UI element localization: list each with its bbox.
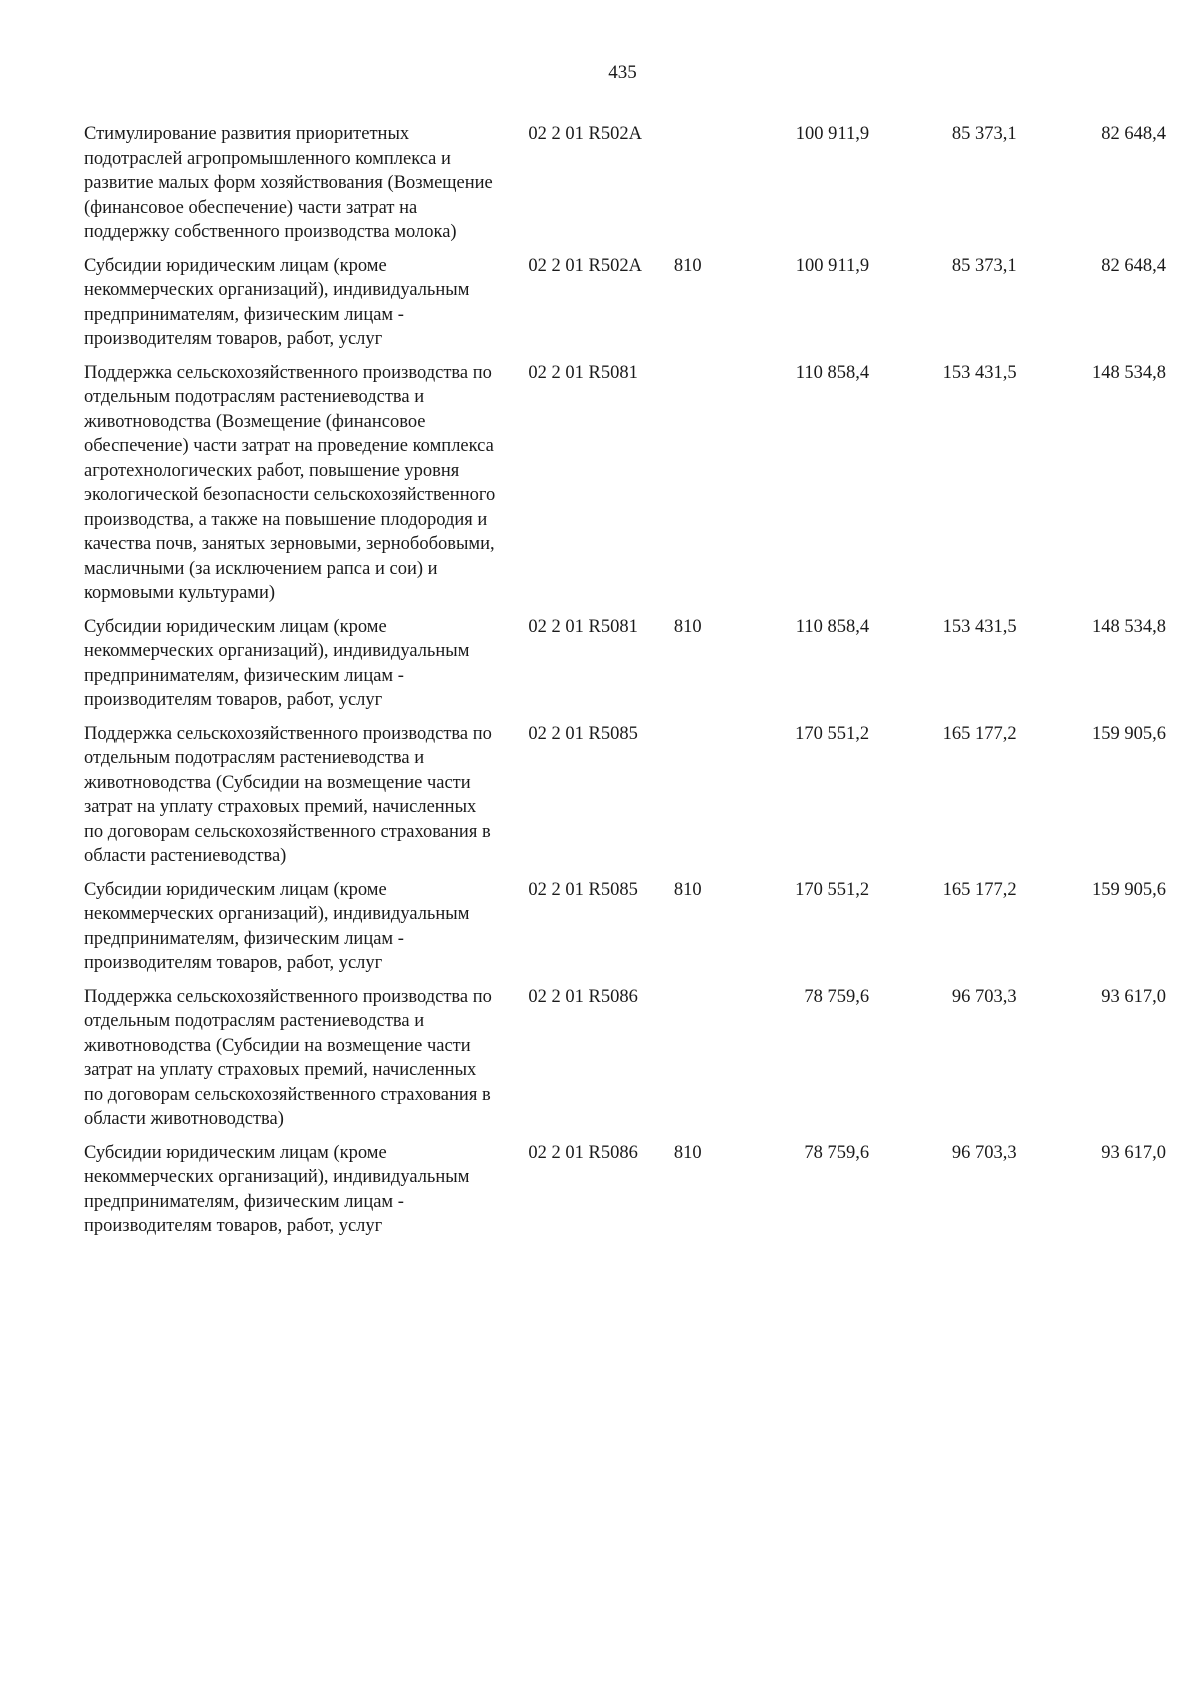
row-value-2: 165 177,2: [942, 879, 1017, 900]
row-name: Субсидии юридическим лицам (кроме некоммерческих организаций), индивидуальным предпринимателям, физическим лицам - производителям товаров, работ, услуг: [84, 255, 470, 349]
table-row: [84, 878, 1166, 976]
row-name: Субсидии юридическим лицам (кроме некоммерческих организаций), индивидуальным предпринимателям, физическим лицам - производителям товаров, работ, услуг: [84, 879, 470, 973]
row-value-2: 96 703,3: [951, 1142, 1017, 1163]
row-value-1: 110 858,4: [795, 362, 870, 383]
row-code: 02 2 01 R5081: [528, 616, 638, 637]
row-value-3: 82 648,4: [1101, 124, 1166, 144]
row-value-1: 170 551,2: [795, 723, 870, 744]
row-value-3: 93 617,0: [1101, 986, 1166, 1007]
row-expense-type: [674, 122, 722, 245]
row-code: 02 2 01 R502A: [528, 255, 642, 276]
row-name: Поддержка сельскохозяйственного производства по отдельным подотраслям растениеводства и животноводства (Возмещение (финансовое обеспечение) части затрат на проведение комплекса агротехнологических работ, повышение уровня экологической безопасности сельскохозяйственного производства, а также на повышение плодородия и качества почв, занятых зерновыми, зернобобовыми, масличными (за исключением рапса и сои) и кормовыми культурами): [84, 362, 496, 603]
budget-table: [84, 122, 1166, 1248]
row-value-2: 165 177,2: [942, 723, 1017, 744]
row-expense-type: 810: [673, 255, 702, 276]
row-expense-type: 810: [673, 616, 702, 637]
row-expense-type: [674, 361, 722, 606]
row-code: 02 2 01 R5086: [528, 986, 638, 1007]
row-value-3: 159 905,6: [1092, 879, 1166, 900]
row-expense-type: [674, 985, 722, 1132]
row-value-1: 100 911,9: [795, 255, 870, 276]
table-row: [84, 361, 1166, 606]
row-code: 02 2 01 R502A: [528, 124, 642, 144]
row-name: Субсидии юридическим лицам (кроме некоммерческих организаций), индивидуальным предпринимателям, физическим лицам - производителям товаров, работ, услуг: [84, 1142, 470, 1236]
row-value-2: 153 431,5: [942, 616, 1017, 637]
row-value-1: 100 911,9: [795, 124, 870, 144]
row-value-3: 93 617,0: [1101, 1142, 1166, 1163]
row-code: 02 2 01 R5085: [528, 723, 638, 744]
row-value-2: 96 703,3: [951, 986, 1017, 1007]
row-expense-type: [674, 722, 722, 869]
table-row: [84, 254, 1166, 352]
row-name: Поддержка сельскохозяйственного производства по отдельным подотраслям растениеводства и животноводства (Субсидии на возмещение части затрат на уплату страховых премий, начисленных по договорам сельскохозяйственного страхования в области животноводства): [84, 986, 492, 1129]
row-value-2: 85 373,1: [951, 124, 1017, 144]
row-value-3: 148 534,8: [1092, 616, 1166, 637]
row-expense-type: 810: [673, 1142, 702, 1163]
row-value-1: 110 858,4: [795, 616, 870, 637]
row-code: 02 2 01 R5081: [528, 362, 638, 383]
table-row: [84, 1141, 1166, 1239]
row-name: Субсидии юридическим лицам (кроме некоммерческих организаций), индивидуальным предпринимателям, физическим лицам - производителям товаров, работ, услуг: [84, 616, 470, 710]
page-number: 435: [608, 62, 637, 83]
row-name: Поддержка сельскохозяйственного производства по отдельным подотраслям растениеводства и животноводства (Субсидии на возмещение части затрат на уплату страховых премий, начисленных по договорам сельскохозяйственного страхования в области растениеводства): [84, 723, 492, 866]
table-row: [84, 722, 1166, 869]
row-value-2: 85 373,1: [951, 255, 1017, 276]
row-value-2: 153 431,5: [942, 362, 1017, 383]
row-value-1: 78 759,6: [804, 986, 870, 1007]
row-value-1: 170 551,2: [795, 879, 870, 900]
table-row: [84, 615, 1166, 713]
row-value-1: 78 759,6: [804, 1142, 870, 1163]
row-value-3: 148 534,8: [1092, 362, 1166, 383]
row-value-3: 159 905,6: [1092, 723, 1166, 744]
table-row: [84, 122, 1166, 245]
row-code: 02 2 01 R5086: [528, 1142, 638, 1163]
row-name: Стимулирование развития приоритетных подотраслей агропромышленного комплекса и развитие малых форм хозяйствования (Возмещение (финансовое обеспечение) части затрат на поддержку собственного производства молока): [84, 124, 493, 242]
row-code: 02 2 01 R5085: [528, 879, 638, 900]
row-value-3: 82 648,4: [1101, 255, 1166, 276]
row-expense-type: 810: [673, 879, 702, 900]
table-row: [84, 985, 1166, 1132]
